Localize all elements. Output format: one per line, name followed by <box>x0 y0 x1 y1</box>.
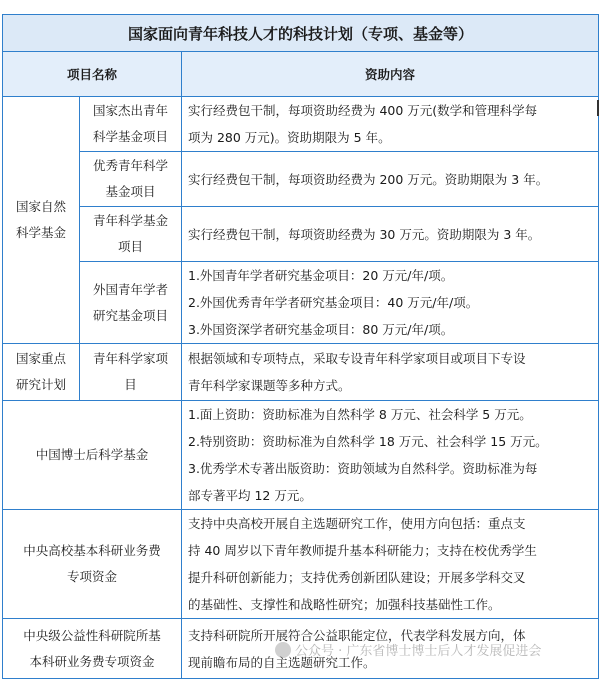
table-row <box>3 344 599 401</box>
category-cell: 国家重点 研究计划 <box>3 344 80 401</box>
header-item-name: 项目名称 <box>3 52 182 97</box>
wechat-icon <box>275 642 291 658</box>
table-row <box>3 262 599 344</box>
table-row <box>3 207 599 262</box>
category-cell: 国家自然 科学基金 <box>3 97 80 344</box>
cropped-top-text <box>0 0 601 14</box>
table-row <box>3 401 599 510</box>
text-cursor <box>597 100 599 116</box>
funding-content-cell: 实行经费包干制，每项资助经费为 400 万元(数学和管理科学每 项为 280 万元)。资助期限为 5 年。 <box>182 97 599 152</box>
project-name-cell: 青年科学家项 目 <box>80 344 182 401</box>
watermark: 公众号 · 广东省博士博士后人才发展促进会 <box>275 640 541 659</box>
funding-content-cell: 根据领域和专项特点，采取专设青年科学家项目或项目下专设 青年科学家课题等多种方式。 <box>182 344 599 401</box>
table-title: 国家面向青年科技人才的科技计划（专项、基金等） <box>3 15 599 52</box>
project-name-cell: 青年科学基金 项目 <box>80 207 182 262</box>
project-name-cell: 外国青年学者 研究基金项目 <box>80 262 182 344</box>
project-name-cell: 中央级公益性科研院所基 本科研业务费专项资金 <box>3 619 182 679</box>
table-row <box>3 510 599 619</box>
project-name-cell: 中央高校基本科研业务费 专项资金 <box>3 510 182 619</box>
funding-content-cell: 1.面上资助：资助标准为自然科学 8 万元、社会科学 5 万元。 2.特别资助：资助标准为自然科学 18 万元、社会科学 15 万元。 3.优秀学术专著出版资助：资助领域为自然科学。资助标准为每 部专著平均 12 万元。 <box>182 401 599 510</box>
funding-content-cell: 实行经费包干制，每项资助经费为 30 万元。资助期限为 3 年。 <box>182 207 599 262</box>
table-row <box>3 152 599 207</box>
funding-content-cell: 1.外国青年学者研究基金项目：20 万元/年/项。 2.外国优秀青年学者研究基金项目：40 万元/年/项。 3.外国资深学者研究基金项目：80 万元/年/项。 <box>182 262 599 344</box>
header-content: 资助内容 <box>182 52 599 97</box>
table-row <box>3 97 599 152</box>
funding-table <box>2 14 599 679</box>
project-name-cell: 国家杰出青年 科学基金项目 <box>80 97 182 152</box>
funding-content-cell: 实行经费包干制，每项资助经费为 200 万元。资助期限为 3 年。 <box>182 152 599 207</box>
funding-content-cell: 支持科研院所开展符合公益职能定位，代表学科发展方向，体 现前瞻布局的自主选题研究工作。 <box>182 619 599 679</box>
project-name-cell: 中国博士后科学基金 <box>3 401 182 510</box>
funding-content-cell: 支持中央高校开展自主选题研究工作，使用方向包括：重点支 持 40 周岁以下青年教师提升基本科研能力；支持在校优秀学生 提升科研创新能力；支持优秀创新团队建设；开展多学科交叉 的基础性、支撑性和战略性研究；加强科技基础性工作。 <box>182 510 599 619</box>
project-name-cell: 优秀青年科学 基金项目 <box>80 152 182 207</box>
